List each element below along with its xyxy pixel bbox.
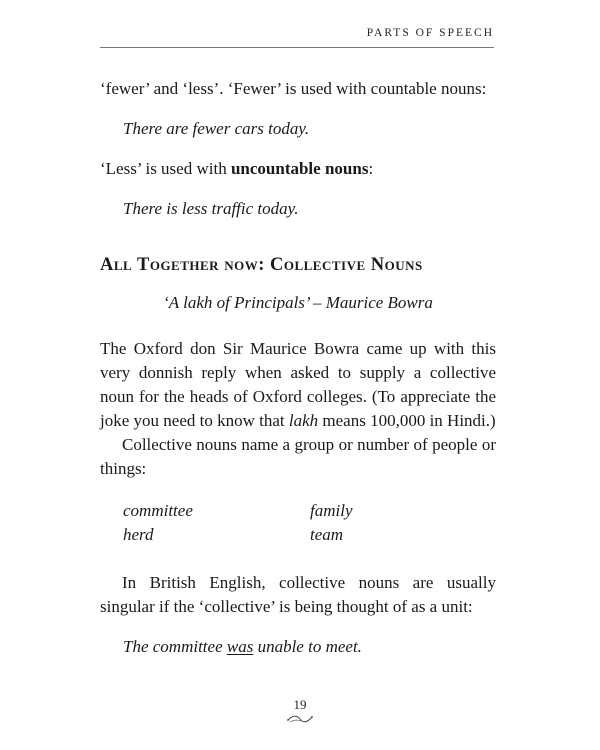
less-sentence-suffix: : [368,159,374,178]
epigraph: ‘A lakh of Principals’ – Maurice Bowra [163,293,433,312]
page-body [100,77,496,659]
paragraph-collective-definition: Collective nouns name a group or number of people or things: [100,435,496,478]
collective-examples-grid [100,499,496,547]
less-sentence-prefix: ‘Less’ is used with [100,159,231,178]
swash-ornament-icon [286,713,314,725]
page-number: 19 [293,697,307,712]
running-head: PARTS OF SPEECH [366,27,494,39]
intro-line: ‘fewer’ and ‘less’. ‘Fewer’ is used with countable nouns: [100,79,487,98]
lakh-term: lakh [288,411,319,430]
example-committee-start: The committee [123,637,227,656]
less-sentence-bold: uncountable nouns [230,159,369,178]
example-word-herd: herd [123,525,154,544]
example-less: There is less traffic today. [123,199,299,218]
example-word-family: family [310,501,353,520]
header-rule [100,47,494,48]
example-committee [100,635,496,659]
example-word-committee: committee [123,501,193,520]
paragraph-bowra-end: means 100,000 in Hindi.) [318,411,496,430]
example-fewer: There are fewer cars today. [123,119,310,138]
example-word-team: team [310,525,344,544]
paragraph-bowra [100,337,496,433]
paragraph-british-english: In British English, collective nouns are usually singular if the ‘collective’ is being thought of as a unit: [100,573,496,616]
paragraph-bowra-text: The Oxford don Sir Maurice Bowra came up with this very donnish reply when asked to supply a collective noun for the heads of Oxford colleges. (To appreciate the joke you need to know that [100,339,496,430]
example-committee-end: unable to meet. [253,637,362,656]
less-sentence [100,157,496,181]
section-heading: All Together now: Collective Nouns [100,255,423,275]
underlined-was: was [226,637,254,656]
